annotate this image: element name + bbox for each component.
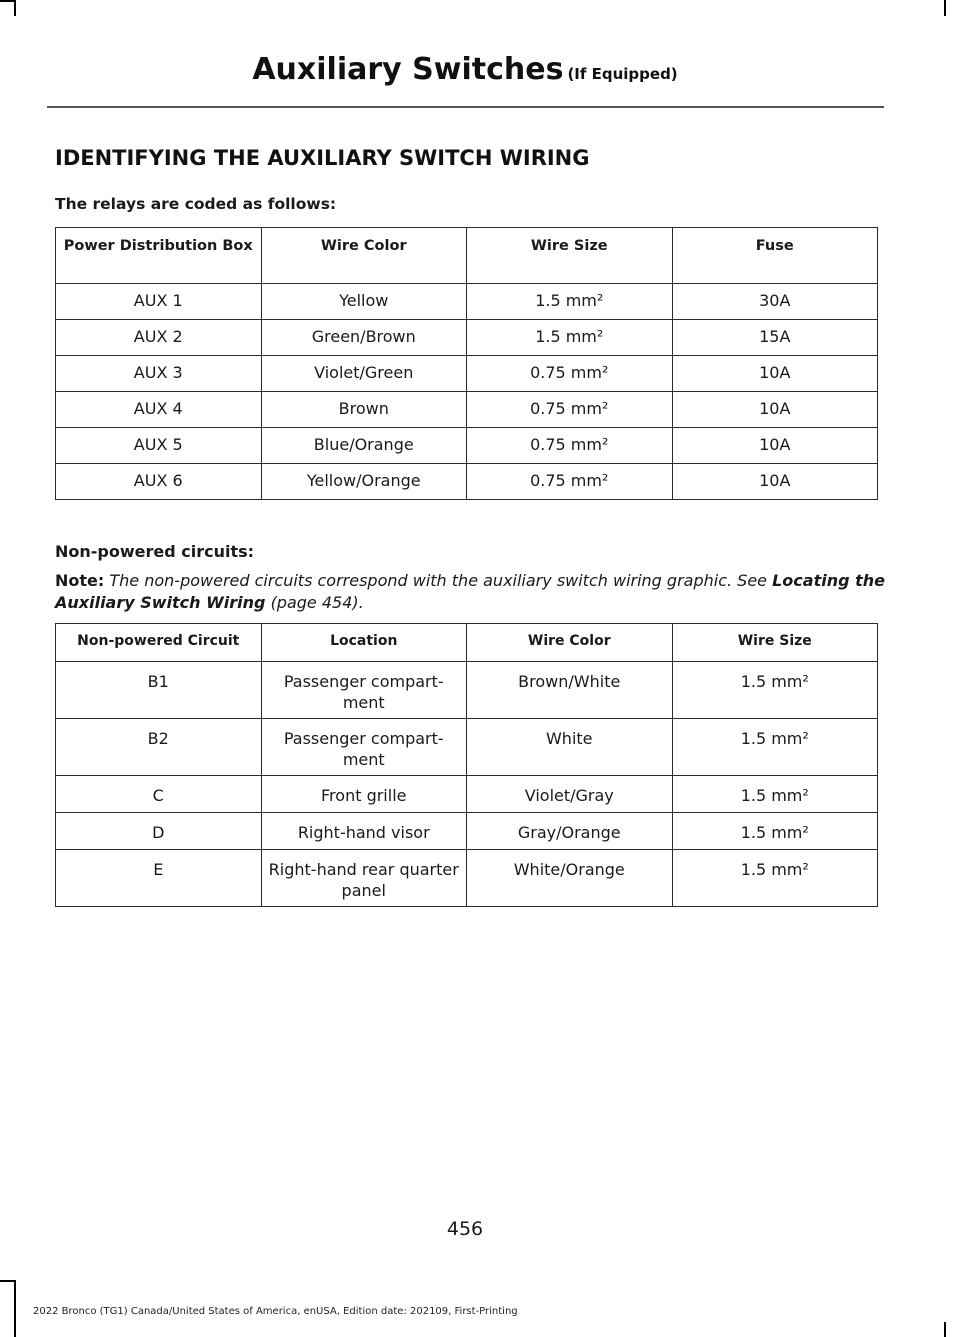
table-row [56, 320, 878, 356]
column-header: Wire Color [261, 228, 467, 284]
table-cell: Yellow [261, 284, 467, 320]
table-cell: 1.5 mm² [672, 850, 878, 907]
page-reference: (page 454). [270, 593, 364, 612]
table-cell: Right-hand rear quarter panel [261, 850, 467, 907]
table-cell: 1.5 mm² [672, 662, 878, 719]
column-header: Wire Color [467, 624, 673, 662]
table-cell: 10A [672, 392, 878, 428]
table-cell: 1.5 mm² [672, 719, 878, 776]
column-header: Wire Size [467, 228, 673, 284]
table-row [56, 662, 878, 719]
table-cell: AUX 1 [56, 284, 262, 320]
table-cell: 10A [672, 464, 878, 500]
table-cell: E [56, 850, 262, 907]
table-cell: Passenger compart-ment [261, 662, 467, 719]
page-number: 456 [446, 1218, 484, 1240]
table-cell: AUX 5 [56, 428, 262, 464]
table-cell: Blue/Orange [261, 428, 467, 464]
table-row [56, 719, 878, 776]
table-cell: D [56, 813, 262, 850]
column-header: Wire Size [672, 624, 878, 662]
table-cell: 1.5 mm² [672, 776, 878, 813]
column-header: Location [261, 624, 467, 662]
table-cell: 0.75 mm² [467, 392, 673, 428]
section-title: IDENTIFYING THE AUXILIARY SWITCH WIRING [55, 146, 590, 170]
relay-table [55, 227, 878, 500]
table-cell: AUX 3 [56, 356, 262, 392]
table-row [56, 776, 878, 813]
table-cell: 0.75 mm² [467, 428, 673, 464]
crop-mark [14, 0, 16, 16]
footer-edition-info: 2022 Bronco (TG1) Canada/United States of America, enUSA, Edition date: 202109, First-Printing [33, 1306, 518, 1317]
table-cell: 10A [672, 356, 878, 392]
nonpowered-heading: Non-powered circuits: [55, 542, 255, 561]
table-cell: C [56, 776, 262, 813]
header-subtitle: (If Equipped) [567, 65, 678, 83]
table-row [56, 392, 878, 428]
header-title: Auxiliary Switches [252, 52, 564, 87]
table-cell: Green/Brown [261, 320, 467, 356]
circuit-table [55, 623, 878, 907]
note-paragraph [55, 570, 885, 614]
column-header: Fuse [672, 228, 878, 284]
header-divider [47, 106, 884, 108]
note-label: Note: [55, 571, 105, 590]
crop-mark [0, 1280, 16, 1282]
table-cell: 1.5 mm² [467, 284, 673, 320]
table-row [56, 428, 878, 464]
cross-reference-link[interactable]: Locating the Auxiliary Switch Wiring [55, 571, 886, 612]
table-cell: Violet/Gray [467, 776, 673, 813]
table-header-row [56, 624, 878, 662]
crop-mark [14, 1280, 16, 1337]
crop-mark [944, 0, 946, 16]
table-cell: B1 [56, 662, 262, 719]
table-row [56, 356, 878, 392]
table-cell: 0.75 mm² [467, 464, 673, 500]
table-cell: Brown [261, 392, 467, 428]
table-row [56, 284, 878, 320]
table-cell: 10A [672, 428, 878, 464]
column-header: Power Distribution Box [56, 228, 262, 284]
note-text: The non-powered circuits correspond with the auxiliary switch wiring graphic. See [109, 571, 768, 590]
page-header [0, 52, 930, 87]
table-cell: 0.75 mm² [467, 356, 673, 392]
table-cell: Brown/White [467, 662, 673, 719]
table-cell: White [467, 719, 673, 776]
table-header-row [56, 228, 878, 284]
table-cell: Yellow/Orange [261, 464, 467, 500]
table-cell: AUX 4 [56, 392, 262, 428]
table-cell: 1.5 mm² [467, 320, 673, 356]
table-cell: Gray/Orange [467, 813, 673, 850]
table-cell: B2 [56, 719, 262, 776]
crop-mark [944, 1322, 946, 1337]
table-cell: Front grille [261, 776, 467, 813]
section-intro: The relays are coded as follows: [55, 195, 337, 213]
table-cell: AUX 6 [56, 464, 262, 500]
table-cell: Violet/Green [261, 356, 467, 392]
table-cell: Passenger compart-ment [261, 719, 467, 776]
table-cell: 15A [672, 320, 878, 356]
table-row [56, 850, 878, 907]
column-header: Non-powered Circuit [56, 624, 262, 662]
table-cell: 30A [672, 284, 878, 320]
table-cell: White/Orange [467, 850, 673, 907]
table-cell: Right-hand visor [261, 813, 467, 850]
table-row [56, 464, 878, 500]
table-cell: AUX 2 [56, 320, 262, 356]
table-cell: 1.5 mm² [672, 813, 878, 850]
table-row [56, 813, 878, 850]
